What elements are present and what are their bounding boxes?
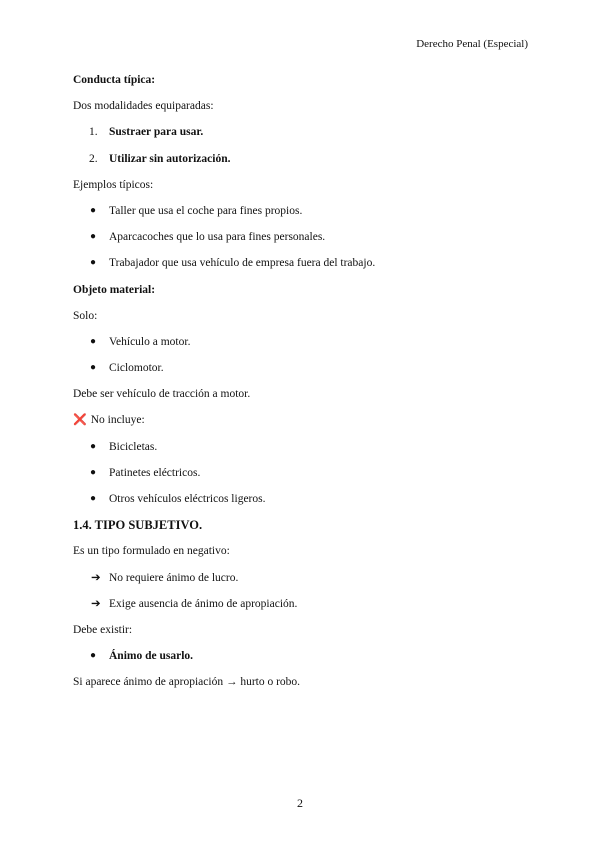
list-item <box>73 151 528 177</box>
list-item <box>73 439 528 465</box>
subjetivo-intro: Es un tipo formulado en negativo: <box>73 545 230 558</box>
list-item-text: Otros vehículos eléctricos ligeros. <box>109 493 266 505</box>
list-item <box>73 648 528 674</box>
list-item <box>73 596 528 622</box>
bullet-icon: ● <box>90 440 97 452</box>
cross-mark-icon: ❌ <box>73 413 87 427</box>
subjetivo-heading: 1.4. TIPO SUBJETIVO. <box>73 518 203 533</box>
list-item <box>73 570 528 596</box>
list-item <box>73 491 528 517</box>
bullet-icon: ● <box>90 362 97 374</box>
list-item-text: Exige ausencia de ánimo de apropiación. <box>109 597 298 610</box>
debe-existir-text: Debe existir: <box>73 623 133 636</box>
bullet-icon: ● <box>90 466 97 478</box>
no-incluye-line <box>73 412 528 438</box>
conclusion-text: Si aparece ánimo de apropiación → hurto o robo. <box>73 676 301 689</box>
list-item-text: Utilizar sin autorización. <box>109 152 231 165</box>
bullet-icon: ● <box>90 204 97 216</box>
list-item <box>73 255 528 281</box>
list-item <box>73 334 528 360</box>
objeto-intro: Solo: <box>73 309 98 322</box>
list-item-text: Trabajador que usa vehículo de empresa fuera del trabajo. <box>109 257 376 270</box>
list-item-text: Ciclomotor. <box>109 362 164 375</box>
list-item <box>73 229 528 255</box>
list-item <box>73 203 528 229</box>
arrow-right-icon: ➔ <box>91 597 101 610</box>
running-header: Derecho Penal (Especial) <box>416 38 528 50</box>
page-number: 2 <box>297 796 303 810</box>
list-number: 1. <box>89 126 98 139</box>
page-content <box>73 72 528 701</box>
bullet-icon: ● <box>90 257 97 269</box>
list-item <box>73 124 528 150</box>
bullet-icon: ● <box>90 650 97 662</box>
conducta-intro: Dos modalidades equiparadas: <box>73 100 214 113</box>
list-item-text: Aparcacoches que lo usa para fines personales. <box>109 231 326 244</box>
list-item-text: Patinetes eléctricos. <box>109 466 201 479</box>
list-item-text: Bicicletas. <box>109 440 158 453</box>
bullet-icon: ● <box>90 231 97 243</box>
ejemplos-intro: Ejemplos típicos: <box>73 178 154 191</box>
arrow-right-icon: ➔ <box>91 571 101 584</box>
bullet-icon: ● <box>90 335 97 347</box>
list-item-text: Taller que usa el coche para fines propios. <box>109 204 303 217</box>
list-item-text: Ánimo de usarlo. <box>109 650 194 663</box>
list-number: 2. <box>89 152 98 165</box>
list-item-text: Vehículo a motor. <box>109 335 191 348</box>
no-incluye-text: No incluye: <box>90 414 145 427</box>
traccion-text: Debe ser vehículo de tracción a motor. <box>73 388 251 401</box>
list-item <box>73 360 528 386</box>
list-item <box>73 465 528 491</box>
objeto-heading: Objeto material: <box>73 283 156 296</box>
list-item-text: No requiere ánimo de lucro. <box>109 571 239 584</box>
list-item-text: Sustraer para usar. <box>109 126 204 139</box>
conducta-heading: Conducta típica: <box>73 74 156 86</box>
bullet-icon: ● <box>90 493 97 504</box>
